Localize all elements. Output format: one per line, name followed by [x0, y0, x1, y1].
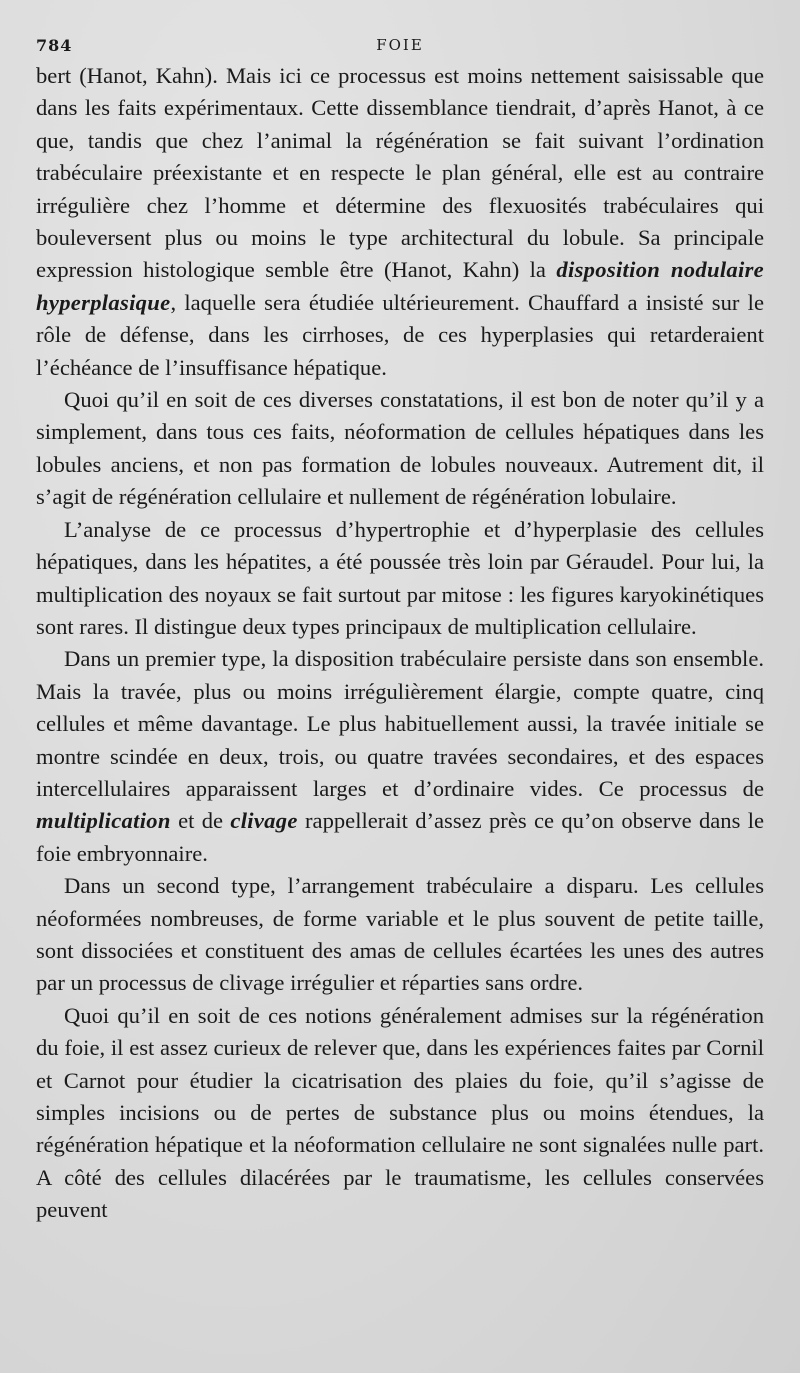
- text-run: Quoi qu’il en soit de ces diverses constatations, il est bon de noter qu’il y a simplement, dans tous ces faits, néoformation de cellules hépatiques dans les lobules anciens, et non pas formation de lobules nouveaux. Autrement dit, il s’agit de régénération cellulaire et nullement de régénération lobulaire.: [36, 387, 764, 510]
- text-run: L’analyse de ce processus d’hypertrophie et d’hyperplasie des cellules hépatiques, dans les hépatites, a été poussée très loin par Géraudel. Pour lui, la multiplication des noyaux se fait surtout par mitose : les figures karyokinétiques sont rares. Il distingue deux types principaux de multiplication cellulaire.: [36, 516, 764, 639]
- body-text: [36, 60, 764, 1227]
- paragraph-2: [36, 384, 764, 514]
- italic-term: multiplication: [36, 808, 171, 834]
- text-run: bert (Hanot, Kahn). Mais ici ce processus est moins nettement saisissable que dans les faits expérimentaux. Cette dissemblance tiendrait, d’après Hanot, à ce que, tandis que chez l’animal la régénération se fait suivant l’ordination trabéculaire préexistante et en respecte le plan général, elle est au contraire irrégulière chez l’homme et détermine des flexuosités trabéculaires qui bouleversent plus ou moins le type architectural du lobule. Sa principale expression histologique semble être (Hanot, Kahn) la: [36, 63, 764, 283]
- italic-term: disposition nodulaire hyperplasique: [36, 257, 764, 315]
- text-run: et de: [170, 808, 231, 834]
- page-number: 784: [36, 36, 73, 55]
- paragraph-6: [36, 1000, 764, 1227]
- text-run: Dans un premier type, la disposition trabéculaire persiste dans son ensemble. Mais la travée, plus ou moins irrégulièrement élargie, compte quatre, cinq cellules et même davantage. Le plus habituellement aussi, la travée initiale se montre scindée en deux, trois, ou quatre travées secondaires, et des espaces intercellulaires apparaissent larges et d’ordinaire vides. Ce processus de: [36, 646, 764, 801]
- paragraph-5: [36, 870, 764, 1000]
- paragraph-1: [36, 60, 764, 384]
- paragraph-3: [36, 514, 764, 644]
- italic-term: clivage: [230, 808, 298, 834]
- paragraph-4: [36, 643, 764, 870]
- running-head: [36, 30, 764, 60]
- running-title: FOIE: [376, 36, 424, 54]
- text-run: , laquelle sera étudiée ultérieurement. Chauffard a insisté sur le rôle de défense, dans les cirrhoses, de ces hyperplasies qui retarderaient l’échéance de l’insuffisance hépatique.: [36, 289, 764, 380]
- text-run: rappellerait d’assez près ce qu’on observe dans le foie embryonnaire.: [36, 808, 765, 866]
- text-run: Quoi qu’il en soit de ces notions généralement admises sur la régénération du foie, il est assez curieux de relever que, dans les expériences faites par Cornil et Carnot pour étudier la cicatrisation des plaies du foie, qu’il s’agisse de simples incisions ou de pertes de substance plus ou moins étendues, la régénération hépatique et la néoformation cellulaire ne sont signalées nulle part. A côté des cellules dilacérées par le traumatisme, les cellules conservées peuvent: [36, 1002, 764, 1223]
- text-run: Dans un second type, l’arrangement trabéculaire a disparu. Les cellules néoformées nombreuses, de forme variable et le plus souvent de petite taille, sont dissociées et constituent des amas de cellules écartées les unes des autres par un processus de clivage irrégulier et réparties sans ordre.: [36, 873, 764, 996]
